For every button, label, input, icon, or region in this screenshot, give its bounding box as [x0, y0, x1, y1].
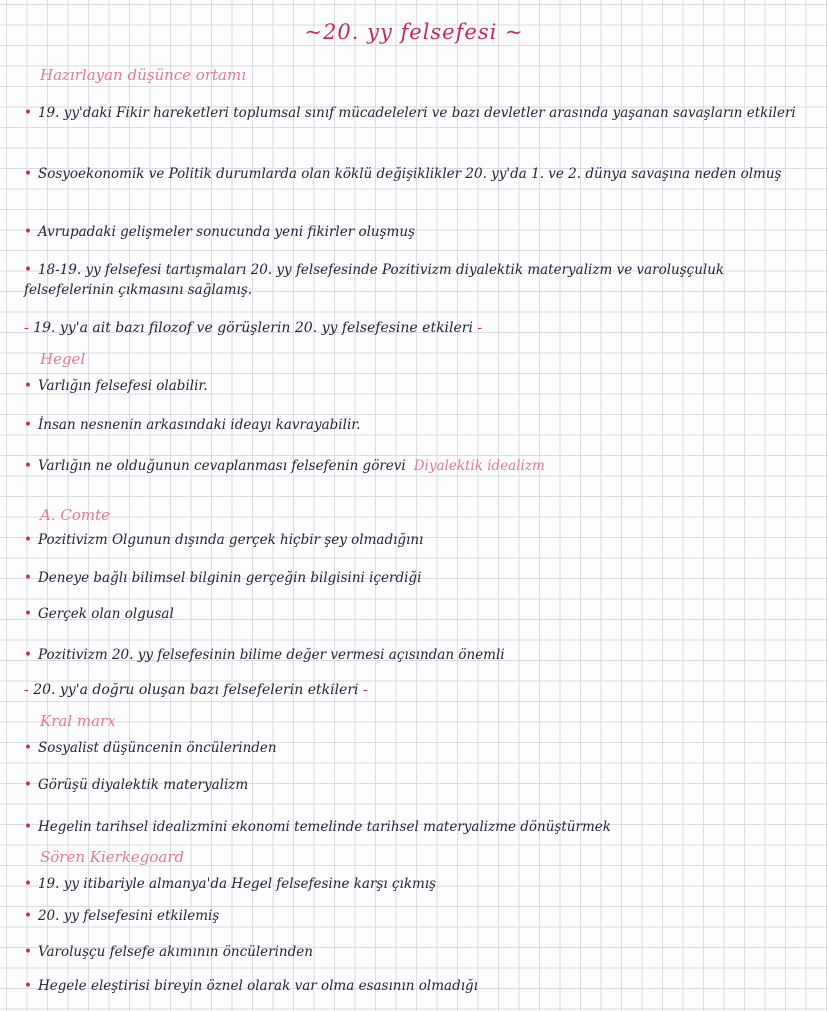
note-line-13: • Görüşü diyalektik materyalizm: [24, 777, 249, 793]
note-line-8: • Pozitivizm Olgunun dışında gerçek hiçbir şey olmadığını: [24, 532, 424, 548]
note-line-15: • 19. yy itibariyle almanya'da Hegel felsefesine karşı çıkmış: [24, 876, 437, 892]
bullet-icon: •: [24, 224, 32, 240]
bullet-icon: •: [24, 105, 32, 121]
section-20yy: - 20. yy'a doğru oluşan bazı felsefelerin etkileri -: [24, 682, 368, 698]
page-title: ~20. yy felsefesi ~: [304, 20, 524, 44]
note-line-5: • Varlığın felsefesi olabilir.: [24, 378, 208, 394]
bullet-icon: •: [24, 647, 32, 663]
bullet-icon: •: [24, 978, 32, 994]
heading-comte: A. Comte: [40, 506, 111, 524]
note-line-2: • Sosyoekonomik ve Politik durumlarda olan köklü değişiklikler 20. yy'da 1. ve 2. dünya savaşına neden olmuş: [24, 166, 782, 182]
note-line-7: • Varlığın ne olduğunun cevaplanması felsefenin görevi Diyalektik idealizm: [24, 458, 545, 474]
heading-hegel: Hegel: [40, 350, 86, 368]
bullet-icon: •: [24, 819, 32, 835]
heading-marx: Kral marx: [40, 712, 116, 730]
bullet-icon: •: [24, 876, 32, 892]
bullet-icon: •: [24, 378, 32, 394]
note-line-11: • Pozitivizm 20. yy felsefesinin bilime değer vermesi açısından önemli: [24, 647, 505, 663]
bullet-icon: •: [24, 908, 32, 924]
bullet-icon: •: [24, 944, 32, 960]
note-line-18: • Hegele eleştirisi bireyin öznel olarak var olma esasının olmadığı: [24, 978, 478, 994]
note-line-1: • 19. yy'daki Fikir hareketleri toplumsal sınıf mücadeleleri ve bazı devletler arasında yaşanan savaşların etkileri: [24, 105, 796, 121]
bullet-icon: •: [24, 740, 32, 756]
note-line-10: • Gerçek olan olgusal: [24, 606, 174, 622]
note-line-6: • İnsan nesnenin arkasındaki ideayı kavrayabilir.: [24, 417, 361, 433]
bullet-icon: •: [24, 777, 32, 793]
heading-context: Hazırlayan düşünce ortamı: [40, 66, 247, 84]
bullet-icon: •: [24, 417, 32, 433]
bullet-icon: •: [24, 262, 32, 278]
note-line-14: • Hegelin tarihsel idealizmini ekonomi temelinde tarihsel materyalizme dönüştürmek: [24, 819, 611, 835]
heading-kierkegaard: Sören Kierkegoard: [40, 848, 185, 866]
tag-diyalektik: Diyalektik idealizm: [413, 458, 545, 474]
note-line-4: • 18-19. yy felsefesi tartışmaları 20. yy felsefesinde Pozitivizm diyalektik materyalizm ve varoluşçuluk felsefelerinin çıkmasını sağlamış.: [24, 262, 725, 298]
note-line-12: • Sosyalist düşüncenin öncülerinden: [24, 740, 277, 756]
bullet-icon: •: [24, 606, 32, 622]
bullet-icon: •: [24, 532, 32, 548]
note-line-3: • Avrupadaki gelişmeler sonucunda yeni fikirler oluşmuş: [24, 224, 415, 240]
bullet-icon: •: [24, 166, 32, 182]
note-line-16: • 20. yy felsefesini etkilemiş: [24, 908, 220, 924]
bullet-icon: •: [24, 570, 32, 586]
bullet-icon: •: [24, 458, 32, 474]
note-line-9: • Deneye bağlı bilimsel bilginin gerçeğin bilgisini içerdiği: [24, 570, 422, 586]
section-19yy: - 19. yy'a ait bazı filozof ve görüşlerin 20. yy felsefesine etkileri -: [24, 320, 483, 336]
note-line-17: • Varoluşçu felsefe akımının öncülerinden: [24, 944, 313, 960]
